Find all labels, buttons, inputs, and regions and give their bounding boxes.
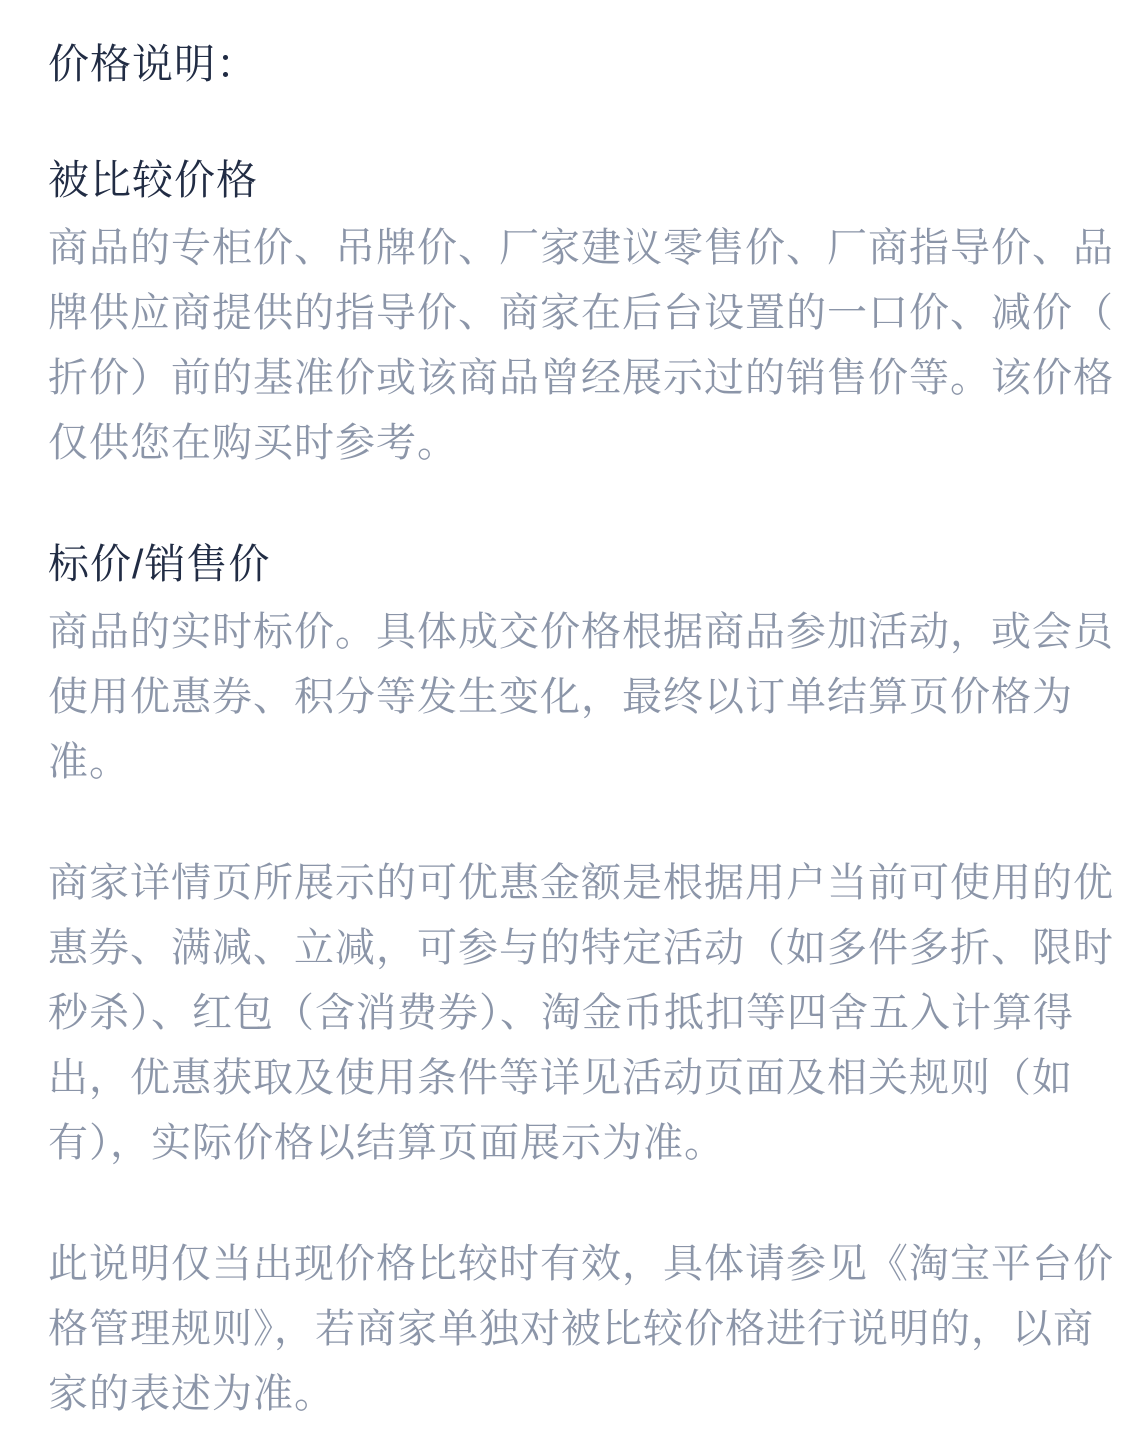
paragraph-line: 格管理规则》，若商家单独对被比较价格进行说明的，以商	[48, 1307, 1094, 1351]
section-compared-price	[48, 152, 1114, 476]
paragraph	[48, 600, 1114, 795]
paragraph-line: 秒杀）、红包（含消费券）、淘金币抵扣等四舍五入计算得	[48, 991, 1074, 1035]
paragraph-line: 使用优惠券、积分等发生变化，最终以订单结算页价格为	[48, 675, 1073, 719]
paragraph-line: 此说明仅当出现价格比较时有效，具体请参见《淘宝平台价	[48, 1242, 1114, 1286]
paragraph-line: 商品的专柜价、吊牌价、厂家建议零售价、厂商指导价、品	[48, 226, 1114, 270]
paragraph-validity-note	[48, 1232, 1114, 1427]
section-heading: 被比较价格	[48, 157, 258, 203]
paragraph-line: 商家详情页所展示的可优惠金额是根据用户当前可使用的优	[48, 861, 1114, 905]
paragraph-line: 出，优惠获取及使用条件等详见活动页面及相关规则（如	[48, 1056, 1073, 1100]
paragraph-line: 折价）前的基准价或该商品曾经展示过的销售价等。该价格	[48, 356, 1114, 400]
paragraph-line: 牌供应商提供的指导价、商家在后台设置的一口价、减价（	[48, 291, 1114, 335]
page-title: 价格说明：	[48, 41, 258, 87]
paragraph-line: 家的表述为准。	[48, 1372, 335, 1416]
paragraph-line: 准。	[48, 740, 130, 784]
section-list-price	[48, 536, 1114, 795]
paragraph-line: 仅供您在购买时参考。	[48, 421, 458, 465]
paragraph-line: 惠券、满减、立减，可参与的特定活动（如多件多折、限时	[48, 926, 1114, 970]
paragraph-line: 商品的实时标价。具体成交价格根据商品参加活动，或会员	[48, 610, 1114, 654]
section-heading: 标价/销售价	[48, 541, 271, 587]
paragraph	[48, 216, 1114, 476]
paragraph-line: 有），实际价格以结算页面展示为准。	[48, 1121, 725, 1165]
paragraph-discount-calculation	[48, 851, 1114, 1176]
